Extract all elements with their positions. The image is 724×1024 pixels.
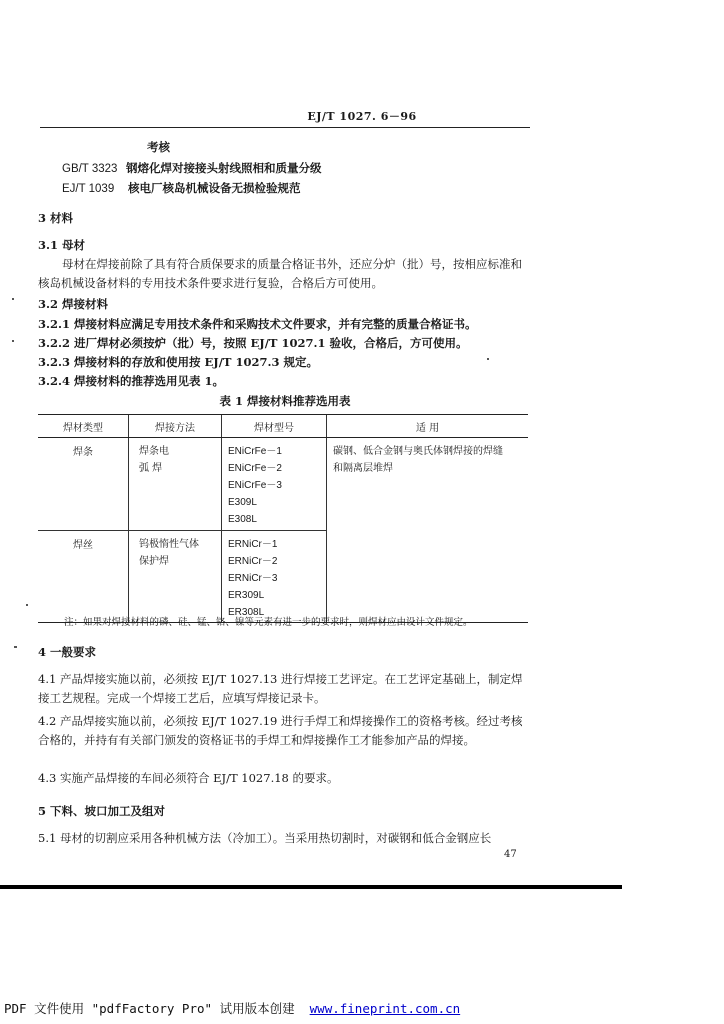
footer-rule [0, 885, 622, 889]
section-3-2-item: 3.2.1 焊接材料应满足专用技术条件和采购技术文件要求，并有完整的质量合格证书。 [38, 317, 477, 331]
model-line: ER308L [228, 607, 265, 618]
table-note: 注：如果对焊接材料的磷、硅、锰、铬、镍等元素有进一步的要求时，则焊材应由设计文件规定。 [64, 617, 473, 628]
section-3-2-item: 3.2.4 焊接材料的推荐选用见表 1。 [38, 374, 225, 388]
column-header: 焊材类型 [38, 415, 129, 438]
applicable-line: 碳钢、低合金钢与奥氏体钢焊接的焊缝 [333, 446, 503, 457]
section-5-1-body: 5.1 母材的切割应采用各种机械方法（冷加工）。当采用热切割时，对碳钢和低合金钢应长 [38, 831, 492, 845]
section-3-2-heading: 3.2 焊接材料 [38, 297, 109, 311]
model-line: ERNiCr－3 [228, 573, 278, 584]
watermark-line [4, 999, 460, 1017]
reference-continuation: 考核 [147, 140, 170, 154]
watermark-link[interactable]: www.fineprint.com.cn [309, 1001, 461, 1016]
scan-speck [12, 298, 14, 300]
material-type-cell: 焊条 [38, 438, 129, 531]
welding-method-cell [129, 531, 222, 623]
applicable-cell [327, 438, 529, 623]
model-line: ENiCrFe－3 [228, 480, 282, 491]
scan-speck [12, 340, 14, 342]
column-header: 焊材型号 [222, 415, 327, 438]
material-type-cell: 焊丝 [38, 531, 129, 623]
page-number: 47 [504, 849, 517, 860]
watermark-text: PDF 文件使用 "pdfFactory Pro" 试用版本创建 [4, 1001, 295, 1016]
model-line: ENiCrFe－2 [228, 463, 282, 474]
section-3-heading: 3 材料 [38, 211, 74, 225]
scan-speck [14, 646, 17, 648]
model-line: ERNiCr－1 [228, 539, 278, 550]
method-line: 钨极惰性气体 [139, 539, 199, 550]
scan-speck [487, 358, 489, 360]
column-header: 适 用 [327, 415, 529, 438]
section-3-2-item: 3.2.3 焊接材料的存放和使用按 EJ/T 1027.3 规定。 [38, 355, 319, 369]
reference-title: 钢熔化焊对接接头射线照相和质量分级 [126, 161, 322, 175]
model-line: ERNiCr－2 [228, 556, 278, 567]
model-line: E308L [228, 514, 257, 525]
method-line: 焊条电 [139, 446, 169, 457]
reference-code: GB/T 3323 [62, 163, 118, 175]
reference-title: 核电厂核岛机械设备无损检验规范 [128, 181, 301, 195]
reference-item [62, 180, 301, 197]
section-4-heading: 4 一般要求 [38, 645, 97, 659]
table-caption: 表 1 焊接材料推荐选用表 [219, 394, 351, 408]
section-3-1-heading: 3.1 母材 [38, 238, 86, 252]
section-4-3-body: 4.3 实施产品焊接的车间必须符合 EJ/T 1027.18 的要求。 [38, 771, 339, 785]
section-4-1-body: 4.1 产品焊接实施以前，必须按 EJ/T 1027.13 进行焊接工艺评定。在工艺评定基础上，制定焊接工艺规程。完成一个焊接工艺后，应填写焊接记录卡。 [38, 672, 523, 705]
model-line: ENiCrFe－1 [228, 446, 282, 457]
applicable-line: 和隔离层堆焊 [333, 463, 393, 474]
reference-code: EJ/T 1039 [62, 183, 115, 195]
welding-method-cell [129, 438, 222, 531]
reference-item [62, 160, 322, 177]
table-header-row [38, 415, 528, 438]
page-header: EJ/T 1027. 6－96 [307, 110, 417, 123]
model-cell [222, 531, 327, 623]
table-row [38, 438, 528, 531]
method-line: 弧 焊 [139, 463, 163, 474]
column-header: 焊接方法 [129, 415, 222, 438]
section-4-2-body: 4.2 产品焊接实施以前，必须按 EJ/T 1027.19 进行手焊工和焊接操作工的资格考核。经过考核合格的，并持有有关部门颁发的资格证书的手焊工和焊接操作工才能参加产品的焊接。 [38, 714, 523, 747]
model-cell [222, 438, 327, 531]
model-line: ER309L [228, 590, 265, 601]
header-rule [40, 127, 530, 128]
scan-speck [26, 604, 28, 606]
method-line: 保护焊 [139, 556, 169, 567]
materials-table [38, 414, 528, 623]
section-3-2-item: 3.2.2 进厂焊材必须按炉（批）号，按照 EJ/T 1027.1 验收，合格后，方可使用。 [38, 336, 468, 350]
section-5-heading: 5 下料、坡口加工及组对 [38, 804, 166, 818]
model-line: E309L [228, 497, 257, 508]
section-3-1-body: 母材在焊接前除了具有符合质保要求的质量合格证书外，还应分炉（批）号，按相应标准和核岛机械设备材料的专用技术条件要求进行复验，合格后方可使用。 [38, 257, 522, 290]
